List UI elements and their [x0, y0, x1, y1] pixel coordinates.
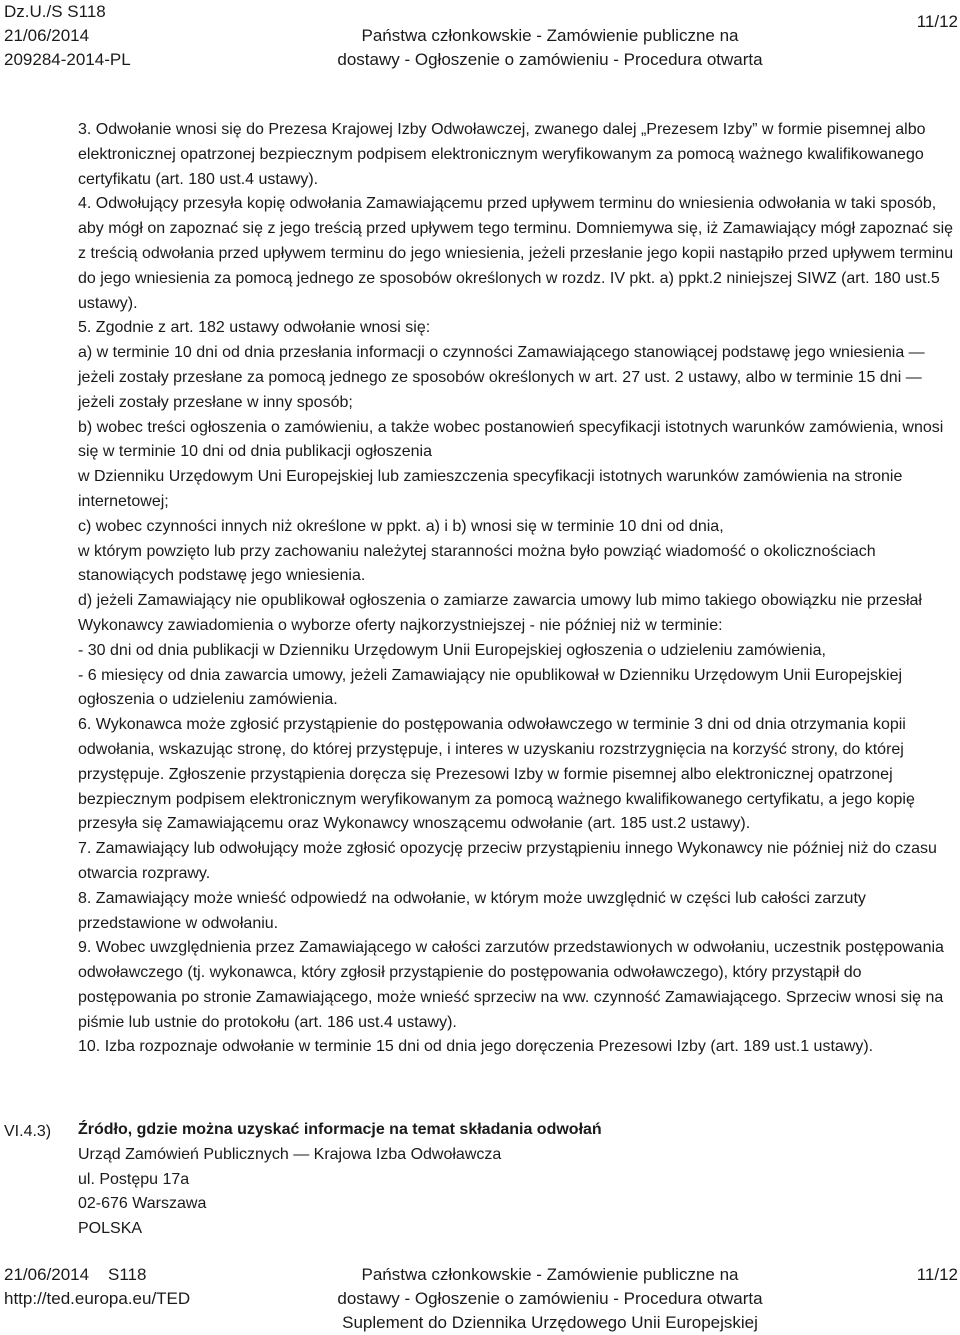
page-footer	[0, 1263, 960, 1334]
paragraph: - 6 miesięcy od dnia zawarcia umowy, jeżeli Zamawiający nie opublikował w Dzienniku Urzędowym Unii Europejskiej ogłoszenia o udzieleniu zamówienia.	[78, 666, 903, 709]
paragraph: - 30 dni od dnia publikacji w Dzienniku Urzędowym Unii Europejskiej ogłoszenia o udzieleniu zamówienia,	[78, 641, 826, 659]
appeal-info-section	[78, 1118, 958, 1242]
header-center-line-1	[300, 0, 800, 24]
paragraph: 7. Zamawiający lub odwołujący może zgłosić opozycję przeciw przystąpieniu innego Wykonawcy nie później niż do czasu otwarcia rozprawy.	[78, 840, 937, 882]
header-date: 21/06/2014	[4, 26, 90, 45]
address-line: POLSKA	[78, 1220, 143, 1238]
footer-url-link[interactable]: http://ted.europa.eu/TED	[4, 1289, 191, 1308]
paragraph: 6. Wykonawca może zgłosić przystąpienie do postępowania odwoławczego w terminie 3 dni od dnia otrzymania kopii odwołania, wskazując stronę, do której przystępuje, i interes w uzyskaniu rozstrzygnięcia na korzyść strony, do której przystępuje. Zgłoszenie przystąpienia doręcza się Prezesowi Izby w formie pisemnej albo elektronicznej opatrzonej bezpiecznym podpisem elektronicznym weryfikowanym za pomocą ważnego kwalifikowanego certyfikatu, a jego kopię przesyła się Zamawiającemu oraz Wykonawcy wnoszącemu odwołanie (art. 185 ust.2 ustawy).	[78, 716, 915, 833]
section-title: Źródło, gdzie można uzyskać informacje na temat składania odwołań	[78, 1121, 602, 1138]
address-line: 02-676 Warszawa	[78, 1195, 207, 1213]
paragraph: w Dzienniku Urzędowym Uni Europejskiej lub zamieszczenia specyfikacji istotnych warunków zamówienia na stronie internetowej;	[78, 468, 903, 510]
header-journal-ref: Dz.U./S S118	[4, 2, 106, 21]
paragraph: c) wobec czynności innych niż określone w ppkt. a) i b) wnosi się w terminie 10 dni od dnia,	[78, 517, 724, 535]
header-left	[4, 0, 131, 72]
footer-center-line-3: Suplement do Dziennika Urzędowego Unii Europejskiej	[342, 1313, 758, 1332]
paragraph: 5. Zgodnie z art. 182 ustawy odwołanie wnosi się:	[78, 319, 431, 337]
paragraph: 8. Zamawiający może wnieść odpowiedź na odwołanie, w którym może uwzględnić w części lub całości zarzuty przedstawione w odwołaniu.	[78, 889, 866, 932]
paragraph: w którym powzięto lub przy zachowaniu należytej staranności można było powziąć wiadomość o okolicznościach stanowiących podstawę jego wniesienia.	[78, 542, 876, 585]
paragraph: b) wobec treści ogłoszenia o zamówieniu, a także wobec postanowień specyfikacji istotnych warunków zamówienia, wnosi się w terminie 10 dni od dnia publikacji ogłoszenia	[78, 418, 944, 461]
address-line: Urząd Zamówień Publicznych — Krajowa Izba Odwoławcza	[78, 1145, 502, 1163]
footer-date-issue: 21/06/2014 S118	[4, 1265, 147, 1284]
footer-left	[4, 1263, 190, 1311]
footer-center-line-1: Państwa członkowskie - Zamówienie publiczne na	[361, 1265, 739, 1284]
header-notice-id: 209284-2014-PL	[4, 50, 131, 69]
paragraph: a) w terminie 10 dni od dnia przesłania informacji o czynności Zamawiającego stanowiącej podstawę jego wniesienia — jeżeli zostały przesłane za pomocą jednego ze sposobów określonych w art. 27 ust. 2 ustawy, albo w terminie 15 dni — jeżeli zostały przesłane w inny sposób;	[78, 344, 925, 411]
header-center-line-3: dostawy - Ogłoszenie o zamówieniu - Procedura otwarta	[337, 50, 763, 69]
paragraph: d) jeżeli Zamawiający nie opublikował ogłoszenia o zamiarze zawarcia umowy lub mimo takiego obowiązku nie przesłał Wykonawcy zawiadomienia o wyborze oferty najkorzystniejszej - nie później niż w terminie:	[78, 592, 922, 634]
paragraph: 3. Odwołanie wnosi się do Prezesa Krajowej Izby Odwoławczej, zwanego dalej „Prezesem Izby” w formie pisemnej albo elektronicznej opatrzonej bezpiecznym podpisem elektronicznym weryfikowanym za pomocą ważnego kwalifikowanego certyfikatu (art. 180 ust.4 ustawy).	[78, 121, 926, 188]
page-header	[0, 0, 960, 75]
footer-page-number: 11/12	[916, 1265, 958, 1284]
paragraph: 10. Izba rozpoznaje odwołanie w terminie 15 dni od dnia jego doręczenia Prezesowi Izby (art. 189 ust.1 ustawy).	[78, 1038, 874, 1056]
header-center	[300, 0, 800, 72]
header-center-line-2: Państwa członkowskie - Zamówienie publiczne na	[361, 26, 739, 45]
section-number: VI.4.3)	[4, 1123, 52, 1140]
document-body	[78, 118, 958, 1060]
paragraph: 9. Wobec uwzględnienia przez Zamawiającego w całości zarzutów przedstawionych w odwołaniu, uczestnik postępowania odwoławczego (tj. wykonawca, który zgłosił przystąpienie do postępowania odwoławczego), który przystąpił do postępowania po stronie Zamawiającego, może wnieść sprzeciw na ww. czynność Zamawiającego. Sprzeciw wnosi się na piśmie lub ustnie do protokołu (art. 186 ust.4 ustawy).	[78, 939, 944, 1031]
header-page-number: 11/12	[916, 12, 958, 31]
paragraph: 4. Odwołujący przesyła kopię odwołania Zamawiającemu przed upływem terminu do wniesienia odwołania w taki sposób, aby mógł on zapoznać się z jego treścią przed upływem tego terminu. Domniemywa się, iż Zamawiający mógł zapoznać się z treścią odwołania przed upływem terminu do jego wniesienia, jeżeli przesłanie jego kopii nastąpiło przed upływem terminu do jego wniesienia za pomocą jednego ze sposobów określonych w rozdz. IV pkt. a) ppkt.2 niniejszej SIWZ (art. 180 ust.5 ustawy).	[78, 195, 954, 312]
footer-center	[300, 1263, 800, 1335]
address-line: ul. Postępu 17a	[78, 1170, 190, 1188]
footer-center-line-2: dostawy - Ogłoszenie o zamówieniu - Procedura otwarta	[337, 1289, 763, 1308]
